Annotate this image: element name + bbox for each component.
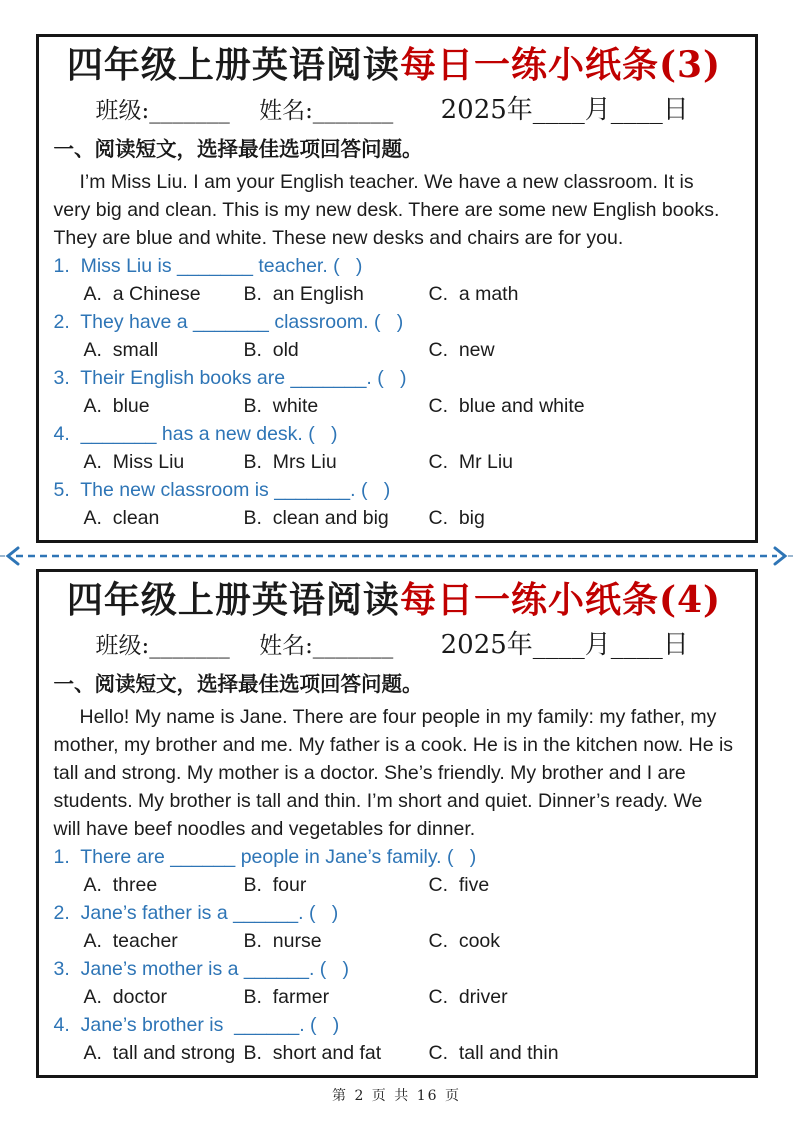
question-prompt: 1. Miss Liu is _______ teacher. ( ) <box>53 254 363 277</box>
option-b: B. short and fat <box>243 1041 382 1064</box>
option-a: A. Miss Liu <box>83 450 185 473</box>
question-options <box>54 1039 735 1067</box>
reading-passage: I’m Miss Liu. I am your English teacher. We have a new classroom. It is very big and clean. This is my new desk. There are some new English books. They are blue and white. These new desks and chairs are for you. <box>53 170 720 249</box>
question-prompt: 3. Their English books are _______. ( ) <box>53 366 407 389</box>
option-a: A. three <box>83 873 158 896</box>
option-c: C. a math <box>428 282 519 305</box>
option-b: B. white <box>243 394 319 417</box>
student-info-line <box>96 625 735 665</box>
option-c: C. new <box>428 338 495 361</box>
class-field: 班级:_______ <box>95 97 230 124</box>
question-options <box>54 280 735 308</box>
section-instruction: 一、阅读短文，选择最佳选项回答问题。 <box>53 137 423 162</box>
reading-passage: Hello! My name is Jane. There are four people in my family: my father, my mother, my brother and me. My father is a cook. He is in the kitchen now. He is tall and strong. My mother is a doctor. She’s friendly. My brother and I are students. My brother is tall and thin. I’m short and quiet. Dinner’s ready. We will have beef noodles and vegetables for dinner. <box>53 705 734 840</box>
page-number-footer: 第 2 页 共 16 页 <box>332 1087 461 1104</box>
dashed-arrow-line-icon <box>0 543 793 569</box>
option-b: B. clean and big <box>243 506 389 529</box>
question-prompt: 3. Jane’s mother is a ______. ( ) <box>53 957 350 980</box>
worksheet-title <box>54 577 735 624</box>
question-prompt: 5. The new classroom is _______. ( ) <box>53 478 391 501</box>
option-a: A. blue <box>83 394 150 417</box>
option-b: B. four <box>243 873 307 896</box>
option-c: C. tall and thin <box>428 1041 559 1064</box>
cut-line-divider <box>0 543 793 569</box>
option-c: C. driver <box>428 985 508 1008</box>
option-c: C. cook <box>428 929 501 952</box>
question-prompt: 4. Jane’s brother is ______. ( ) <box>53 1013 340 1036</box>
date-field: 2025年____月____日 <box>440 94 689 125</box>
student-info-line <box>96 90 735 130</box>
date-field: 2025年____月____日 <box>440 629 689 660</box>
question-prompt: 2. They have a _______ classroom. ( ) <box>53 310 404 333</box>
option-a: A. a Chinese <box>83 282 201 305</box>
question-prompt: 1. There are ______ people in Jane’s family. ( ) <box>53 845 477 868</box>
worksheet-title-black: 四年级上册英语阅读 <box>66 578 400 621</box>
option-b: B. Mrs Liu <box>243 450 337 473</box>
question-options <box>54 448 735 476</box>
option-b: B. nurse <box>243 929 322 952</box>
question-options <box>54 927 735 955</box>
question-options <box>54 983 735 1011</box>
option-a: A. tall and strong <box>83 1041 236 1064</box>
option-b: B. old <box>243 338 299 361</box>
question-options <box>54 871 735 899</box>
worksheet-card-3 <box>36 34 758 543</box>
option-a: A. teacher <box>83 929 178 952</box>
option-c: C. blue and white <box>428 394 585 417</box>
option-b: B. an English <box>243 282 364 305</box>
option-c: C. big <box>428 506 485 529</box>
class-field: 班级:_______ <box>95 632 230 659</box>
section-instruction: 一、阅读短文，选择最佳选项回答问题。 <box>53 671 423 696</box>
question-options <box>54 392 735 420</box>
name-field: 姓名:_______ <box>259 97 394 124</box>
worksheet-title-red: 每日一练小纸条(4) <box>399 578 722 621</box>
question-options <box>54 504 735 532</box>
worksheet-card-4 <box>36 569 758 1078</box>
worksheet-title-black: 四年级上册英语阅读 <box>66 44 400 86</box>
option-b: B. farmer <box>243 985 330 1008</box>
option-a: A. doctor <box>83 985 167 1008</box>
question-options <box>54 336 735 364</box>
option-a: A. clean <box>83 506 160 529</box>
option-c: C. five <box>428 873 490 896</box>
name-field: 姓名:_______ <box>259 632 394 659</box>
worksheet-title <box>54 42 735 89</box>
worksheet-title-red: 每日一练小纸条(3) <box>399 44 722 86</box>
option-a: A. small <box>83 338 159 361</box>
question-prompt: 4. _______ has a new desk. ( ) <box>53 422 338 445</box>
option-c: C. Mr Liu <box>428 450 514 473</box>
question-prompt: 2. Jane’s father is a ______. ( ) <box>53 901 339 924</box>
